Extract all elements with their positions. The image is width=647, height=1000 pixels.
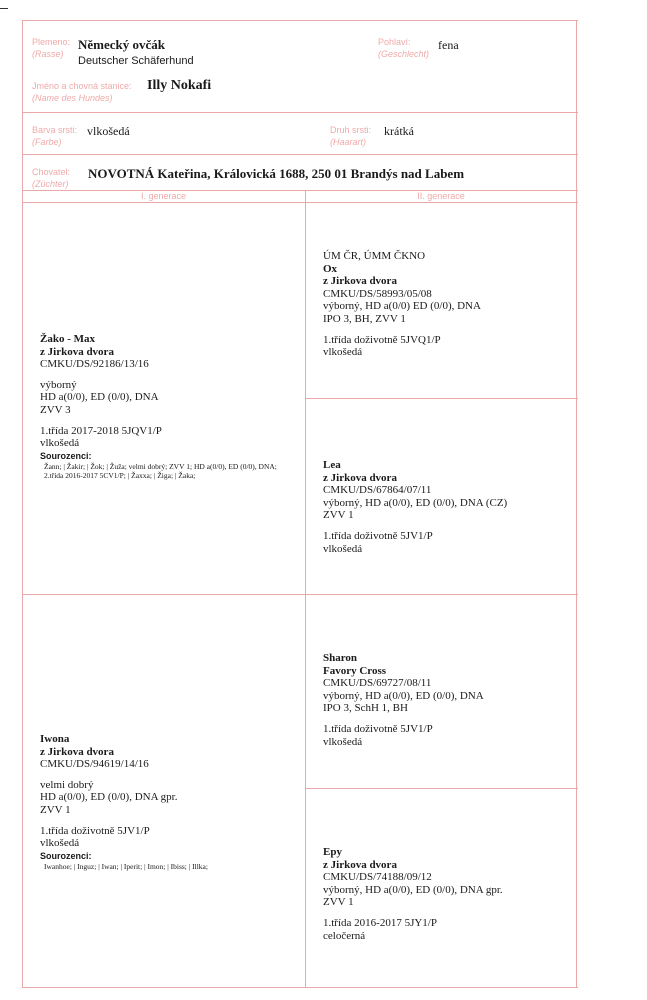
- dam-siblings-label: Sourozenci:: [40, 850, 92, 861]
- spacer: [40, 371, 294, 379]
- sire-sire-kennel: z Jirkova dvora: [323, 275, 397, 288]
- color-value: vlkošedá: [87, 124, 130, 138]
- breed-value-de: Deutscher Schäferhund: [78, 55, 194, 67]
- dam-entry: [40, 733, 294, 871]
- sire-sire-work: IPO 3, BH, ZVV 1: [323, 312, 406, 325]
- breeder-label: [32, 166, 70, 190]
- dam-dam-kennel: z Jirkova dvora: [323, 858, 397, 871]
- name-label: [32, 80, 132, 104]
- dam-sire-reg: CMKU/DS/69727/08/11: [323, 677, 432, 690]
- sire-dam-class: 1.třída doživotně 5JV1/P: [323, 529, 433, 542]
- breed-label-de: (Rasse): [32, 49, 64, 59]
- dam-color: vlkošedá: [40, 837, 80, 850]
- sire-dam-reg: CMKU/DS/67864/07/11: [323, 484, 432, 497]
- color-label: [32, 124, 77, 148]
- gen2-divider-lower: [305, 788, 578, 789]
- dam-kennel: z Jirkova dvora: [40, 745, 114, 758]
- sire-siblings: Žann; | Žakir; | Žok; | Žuža; velmi dobrý; ZVV 1; HD a(0/0), ED (0/0), DNA; 2.třída 2016-2017 5CV1/P; | Žaxxa; | Žiga; | Žaka;: [44, 461, 277, 481]
- sire-dam-color: vlkošedá: [323, 542, 363, 555]
- dam-siblings: Iwanhoe; | Inguz; | Iwan; | Iperit; | Imon; | Ibiss; | Illka;: [44, 861, 208, 871]
- sire-rating: výborný: [40, 378, 77, 391]
- sire-sire-name: Ox: [323, 262, 338, 275]
- spacer: [40, 417, 294, 425]
- dam-sire-color: vlkošedá: [323, 735, 363, 748]
- left-rule: [22, 20, 23, 988]
- scan-mark: [0, 8, 8, 9]
- coat-value: krátká: [384, 124, 414, 138]
- sire-dam-divider: [22, 594, 578, 595]
- sire-work: ZVV 3: [40, 403, 71, 416]
- gen2-divider-upper: [305, 398, 578, 399]
- sex-label: [378, 36, 429, 60]
- spacer: [40, 771, 294, 779]
- color-label-de: (Farbe): [32, 137, 62, 147]
- header-divider-2: [22, 154, 578, 155]
- dam-dam-entry: [323, 846, 503, 942]
- sire-dam-name: Lea: [323, 459, 341, 471]
- sire-sire-health: výborný, HD a(0/0) ED (0/0), DNA: [323, 300, 481, 313]
- spacer: [40, 817, 294, 825]
- dam-sire-name: Sharon: [323, 652, 358, 664]
- spacer: [323, 909, 503, 917]
- generation-1-label: I. generace: [140, 191, 187, 201]
- dam-class: 1.třída doživotně 5JV1/P: [40, 824, 150, 837]
- sire-sire-entry: [323, 250, 481, 359]
- dog-name: Illy Nokafi: [147, 78, 212, 93]
- sire-entry: [40, 333, 294, 481]
- breeder-label-cz: Chovatel:: [32, 167, 71, 177]
- sire-health: HD a(0/0), ED (0/0), DNA: [40, 391, 159, 404]
- breed-label-cz: Plemeno:: [32, 37, 71, 47]
- dam-dam-class: 1.třída 2016-2017 5JY1/P: [323, 916, 437, 929]
- generation-2-label: II. generace: [417, 191, 465, 201]
- sire-sire-color: vlkošedá: [323, 346, 363, 359]
- dam-dam-name: Epy: [323, 846, 342, 858]
- breeder-value: NOVOTNÁ Kateřina, Královická 1688, 250 01 Brandýs nad Labem: [88, 166, 465, 181]
- dam-reg: CMKU/DS/94619/14/16: [40, 758, 149, 771]
- sire-reg: CMKU/DS/92186/13/16: [40, 358, 149, 371]
- sire-name: Žako - Max: [40, 333, 95, 345]
- sire-class: 1.třída 2017-2018 5JQV1/P: [40, 424, 162, 437]
- spacer: [323, 715, 484, 723]
- top-rule: [22, 20, 578, 21]
- name-label-de: (Name des Hundes): [32, 93, 113, 103]
- coat-label: [330, 124, 371, 148]
- breed-label: [32, 36, 70, 60]
- dam-work: ZVV 1: [40, 803, 71, 816]
- dam-dam-color: celočerná: [323, 929, 366, 942]
- sex-label-cz: Pohlaví:: [378, 37, 411, 47]
- dam-name: Iwona: [40, 733, 70, 745]
- sire-dam-kennel: z Jirkova dvora: [323, 471, 397, 484]
- dam-sire-entry: [323, 652, 484, 748]
- dam-dam-reg: CMKU/DS/74188/09/12: [323, 871, 432, 884]
- spacer: [323, 522, 507, 530]
- dam-sire-work: IPO 3, SchH 1, BH: [323, 702, 408, 715]
- sire-color: vlkošedá: [40, 437, 80, 450]
- center-divider: [305, 190, 306, 988]
- name-label-cz: Jméno a chovná stanice:: [32, 81, 132, 91]
- bottom-rule: [22, 987, 578, 988]
- sire-sire-titles: ÚM ČR, ÚMM ČKNO: [323, 250, 426, 262]
- dam-health: HD a(0/0), ED (0/0), DNA gpr.: [40, 791, 178, 804]
- dam-sire-kennel: Favory Cross: [323, 664, 387, 677]
- dam-dam-health: výborný, HD a(0/0), ED (0/0), DNA gpr.: [323, 883, 503, 896]
- coat-label-cz: Druh srsti:: [330, 125, 372, 135]
- sire-dam-entry: [323, 459, 507, 555]
- right-rule: [576, 20, 577, 988]
- breed-value: Německý ovčák: [78, 37, 166, 52]
- dam-rating: velmi dobrý: [40, 778, 94, 791]
- dam-sire-class: 1.třída doživotně 5JV1/P: [323, 722, 433, 735]
- spacer: [323, 326, 481, 334]
- sex-label-de: (Geschlecht): [378, 49, 430, 59]
- sire-sire-reg: CMKU/DS/58993/05/08: [323, 287, 432, 300]
- color-label-cz: Barva srsti:: [32, 125, 78, 135]
- sire-dam-work: ZVV 1: [323, 509, 354, 522]
- sire-kennel: z Jirkova dvora: [40, 345, 114, 358]
- dam-sire-health: výborný, HD a(0/0), ED (0/0), DNA: [323, 689, 484, 702]
- breeder-label-de: (Züchter): [32, 179, 69, 189]
- sire-siblings-label: Sourozenci:: [40, 450, 92, 461]
- sire-sire-class: 1.třída doživotně 5JVQ1/P: [323, 333, 441, 346]
- dam-dam-work: ZVV 1: [323, 896, 354, 909]
- header-divider-1: [22, 112, 578, 113]
- sex-value: fena: [438, 38, 459, 52]
- generation-row-divider: [22, 202, 578, 203]
- sire-dam-health: výborný, HD a(0/0), ED (0/0), DNA (CZ): [323, 496, 508, 509]
- coat-label-de: (Haarart): [330, 137, 367, 147]
